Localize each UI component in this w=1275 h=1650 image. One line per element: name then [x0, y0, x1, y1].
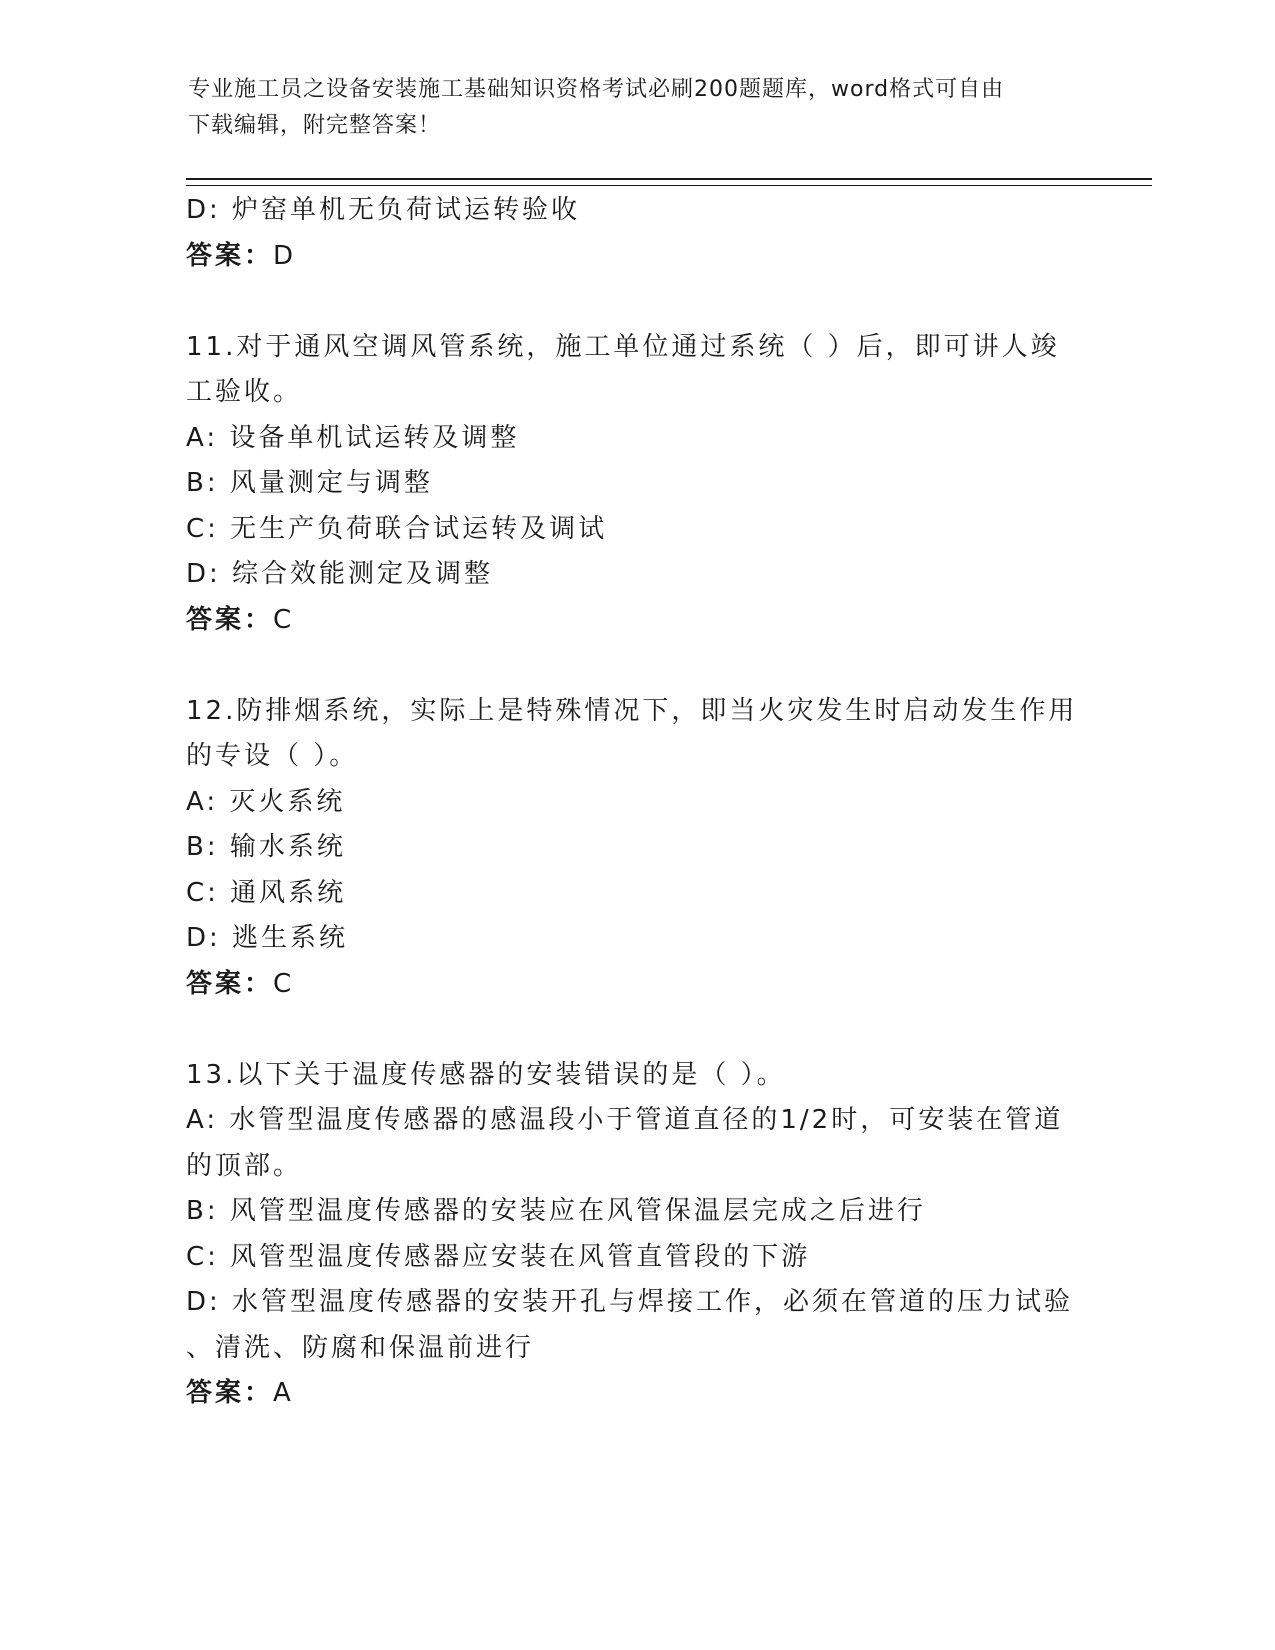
option-b: B: 输水系统 [186, 832, 346, 862]
option-a-continued: 的顶部。 [186, 1150, 303, 1181]
option-d: D: 逃生系统 [186, 923, 349, 953]
option-d-continued: 、清洗、防腐和保温前进行 [186, 1332, 535, 1363]
header-line-1: 专业施工员之设备安装施工基础知识资格考试必刷200题题库，word格式可自由 [188, 77, 1005, 102]
question-block [186, 325, 1086, 644]
option-c: C: 无生产负荷联合试运转及调试 [186, 513, 608, 544]
question-stem: 工验收。 [186, 377, 303, 407]
header-line-2: 下载编辑，附完整答案！ [188, 113, 442, 138]
answer-label: 答案： [186, 240, 274, 271]
option-a: A: 水管型温度传感器的感温段小于管道直径的1/2时，可安装在管道 [186, 1105, 1064, 1135]
spacer [186, 1007, 1086, 1053]
question-content [186, 188, 1086, 1417]
option-c: C: 通风系统 [186, 877, 347, 908]
answer-value: A [273, 1378, 294, 1408]
answer-line [186, 1371, 1086, 1417]
option-d: D: 水管型温度传感器的安装开孔与焊接工作，必须在管道的压力试验 [186, 1287, 1074, 1317]
question-block [186, 689, 1086, 1008]
answer-value: C [273, 968, 295, 999]
question-stem: 13.以下关于温度传感器的安装错误的是（ ）。 [186, 1059, 786, 1090]
answer-label: 答案： [186, 604, 274, 635]
question-stem: 12.防排烟系统，实际上是特殊情况下，即当火灾发生时启动发生作用 [186, 695, 1078, 726]
answer-line [186, 234, 1086, 280]
option-c: C: 风管型温度传感器应安装在风管直管段的下游 [186, 1241, 811, 1272]
page-header [188, 72, 1068, 144]
option-d: D: 炉窑单机无负荷试运转验收 [186, 195, 581, 225]
spacer [186, 279, 1086, 325]
answer-label: 答案： [186, 1378, 274, 1408]
option-b: B: 风管型温度传感器的安装应在风管保温层完成之后进行 [186, 1196, 926, 1226]
option-d: D: 综合效能测定及调整 [186, 559, 494, 589]
option-a: A: 设备单机试运转及调整 [186, 422, 520, 453]
answer-line [186, 962, 1086, 1008]
question-block [186, 1053, 1086, 1417]
question-stem: 11.对于通风空调风管系统，施工单位通过系统（ ）后，即可讲人竣 [186, 331, 1060, 362]
answer-value: D [273, 240, 297, 271]
spacer [186, 643, 1086, 689]
answer-label: 答案： [186, 968, 274, 999]
option-b: B: 风量测定与调整 [186, 468, 433, 498]
question-stem: 的专设（ ）。 [186, 741, 359, 771]
option-a: A: 灭火系统 [186, 786, 346, 817]
header-divider [186, 178, 1152, 186]
answer-value: C [273, 604, 295, 635]
answer-line [186, 598, 1086, 644]
